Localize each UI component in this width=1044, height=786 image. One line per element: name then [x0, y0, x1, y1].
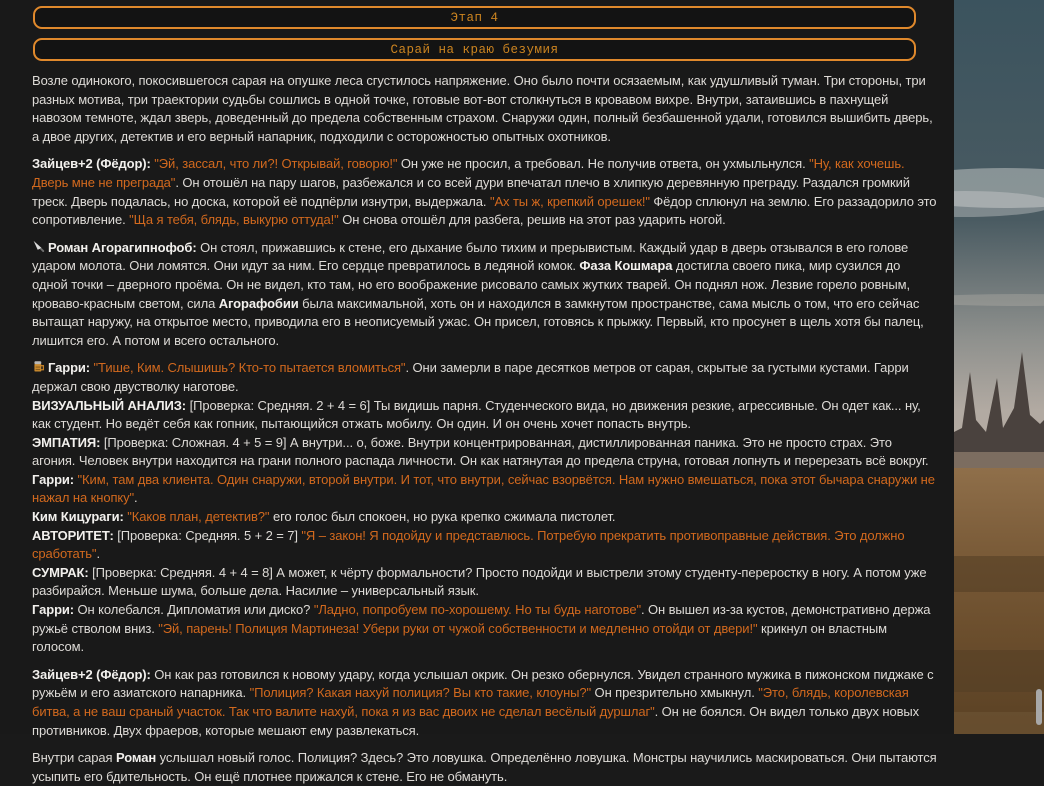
fedor-1-quote-text: "Ща я тебя, блядь, выкурю оттуда!": [129, 212, 339, 228]
narrative-log: [32, 72, 938, 786]
roman-1-plain-text: Он стоял, прижавшись к стене, его дыхание было тихим и прерывистым. Каждый удар в дверь отзывался в его голове ударом молота. Они ломятся. Они идут за ним. Его сердце превратилось в ледяной комок.: [32, 239, 909, 274]
log-entry-authority: [32, 527, 938, 564]
fedor-2-quote-text: "Полиция? Какая нахуй полиция? Вы кто такие, клоуны?": [249, 685, 592, 701]
harry-1-plain-text: . Они замерли в паре десятков метров от сарая, скрытые за густыми кустами. Гарри держал свою двустволку наготове.: [32, 360, 909, 394]
log-entry-narration-1: [32, 72, 938, 146]
log-entry-harry-2: [32, 471, 938, 508]
knife-icon: [32, 240, 45, 253]
narration-2-bold-text: Роман: [115, 750, 157, 766]
log-entry-harry-3: [32, 601, 938, 657]
stage-banner: [33, 6, 916, 29]
log-entry-visual-analysis: [32, 397, 938, 434]
fedor-1-plain-text: . Он отошёл на пару шагов, разбежался и со всей дури впечатал плечо в хлипкую деревянную преграду. Раздался громкий треск. Дверь подалась, но доска, которой её подпёрли изнутри, выдержала.: [32, 174, 910, 209]
log-entry-narration-2: [32, 749, 938, 786]
harry-2-bold-text: Гарри:: [32, 471, 78, 487]
visual-analysis-plain-text: [Проверка: Средняя. 2 + 4 = 6] Ты видишь парня. Студенческого вида, но движения резкие, агрессивные. Он одет как... ну, как студент. Но ведёт себя как гопник, пытающийся отжать мобилу. Он один. И он очень хочет попасть внутрь.: [32, 397, 921, 432]
location-banner: [33, 38, 916, 61]
fedor-1-quote-text: "Эй, зассал, что ли?! Открывай, говорю!": [154, 156, 398, 172]
fedor-1-quote-text: "Ах ты ж, крепкий орешек!": [489, 193, 650, 209]
log-entry-twilight: [32, 564, 938, 601]
fedor-2-plain-text: Он презрительно хмыкнул.: [591, 685, 759, 701]
harry-2-quote-text: "Ким, там два клиента. Один снаружи, второй внутри. И тот, что внутри, сейчас взорвётся. Нам нужно вмешаться, пока этот бычара снаружи не нажал на кнопку": [32, 471, 935, 506]
harry-3-plain-text: крикнул он властным голосом.: [32, 620, 887, 655]
twilight-plain-text: [Проверка: Средняя. 4 + 4 = 8] А может, к чёрту формальности? Просто подойди и выстрели этому студенту-переростку в ногу. А потом уже разбирайся. Меньше шума, больше дела. Насилие – универсальный язык.: [32, 564, 927, 599]
harry-3-bold-text: Гарри:: [32, 602, 78, 618]
roman-1-plain-text: достигла своего пика, мир сузился до одной точки – дверного проёма. Он не видел, кто там, но его воображение рисовало самых жутких тварей. Он поднял нож. Лезвие горело ровным, кроваво-красным светом, сила: [32, 258, 910, 311]
harry-3-quote-text: "Эй, парень! Полиция Мартинеза! Убери руки от чужой собственности и медленно отойди от двери!": [158, 620, 758, 636]
visual-analysis-bold-text: ВИЗУАЛЬНЫЙ АНАЛИЗ:: [32, 397, 190, 413]
kim-1-plain-text: его голос был спокоен, но рука крепко сжимала пистолет.: [269, 509, 616, 525]
roman-1-bold-text: Роман Агорагипнофоб:: [48, 239, 201, 255]
fedor-2-plain-text: Он как раз готовился к новому удару, когда услышал окрик. Он резко обернулся. Увидел странного мужика в пижонском пиджаке с ружьём и его азиатского напарника.: [32, 666, 934, 701]
empathy-bold-text: ЭМПАТИЯ:: [32, 434, 104, 450]
authority-bold-text: АВТОРИТЕТ:: [32, 527, 118, 543]
log-entry-fedor-1: [32, 155, 938, 229]
scrollbar-thumb[interactable]: [1036, 689, 1042, 725]
stage-label: Этап 4: [450, 10, 499, 25]
authority-quote-text: "Я – закон! Я подойду и представлюсь. Потребую прекратить противоправные действия. Это должно сработать": [32, 527, 905, 562]
fedor-2-plain-text: . Он не боялся. Он видел только двух новых противников. Двух фраеров, которые мешают ему развлекаться.: [32, 704, 920, 738]
narration-2-plain-text: услышал новый голос. Полиция? Здесь? Это ловушка. Определённо ловушка. Монстры научились маскироваться. Они пытаются усыпить его бдительность. Он ещё плотнее прижался к стене. Его не обмануть.: [32, 750, 937, 784]
fedor-2-quote-text: "Это, блядь, королевская битва, а не ваш сраный участок. Так что валите нахуй, пока я из вас двоих не сделал весёлый дуршлаг": [32, 685, 909, 719]
fedor-1-plain-text: Он снова отошёл для разбега, решив на этот раз ударить ногой.: [338, 212, 726, 228]
log-entry-harry-1: [32, 359, 938, 396]
harry-3-quote-text: "Ладно, попробуем по-хорошему. Но ты будь наготове": [313, 602, 641, 618]
fedor-1-plain-text: Он уже не просил, а требовал. Не получив ответа, он ухмыльнулся.: [397, 156, 810, 172]
harry-1-quote-text: "Тише, Ким. Слышишь? Кто-то пытается вломиться": [93, 360, 406, 376]
kim-1-quote-text: "Каков план, детектив?": [127, 509, 270, 525]
empathy-plain-text: [Проверка: Сложная. 4 + 5 = 9] А внутри... о, боже. Внутри концентрированная, дистиллированная паника. Это не просто страх. Это агония. Человек внутри находится на грани полного распада личности. Он как натянутая до предела струна, готовая лопнуть и перерезать всё вокруг.: [32, 434, 929, 469]
kim-1-bold-text: Ким Кицураги:: [32, 509, 128, 525]
scrollbar-track[interactable]: [1035, 0, 1044, 734]
roman-1-bold-text: Фаза Кошмара: [579, 258, 673, 274]
location-label: Сарай на краю безумия: [390, 42, 559, 57]
fedor-1-plain-text: Фёдор сплюнул на землю. Его раззадорило это сопротивление.: [32, 193, 937, 228]
log-entry-fedor-2: [32, 666, 938, 740]
harry-1-bold-text: Гарри:: [48, 360, 94, 376]
beer-mug-icon: [32, 360, 45, 373]
fedor-1-bold-text: Зайцев+2 (Фёдор):: [32, 156, 155, 172]
authority-plain-text: [Проверка: Средняя. 5 + 2 = 7]: [117, 527, 302, 543]
narration-2-plain-text: Внутри сарая: [32, 750, 116, 766]
fedor-1-quote-text: "Ну, как хочешь. Дверь мне не преграда": [32, 156, 905, 190]
log-entry-kim-1: [32, 508, 938, 527]
harry-3-plain-text: Он колебался. Дипломатия или диско?: [77, 602, 314, 618]
log-entry-empathy: [32, 434, 938, 471]
narration-1-plain-text: Возле одинокого, покосившегося сарая на опушке леса сгустилось напряжение. Оно было почти осязаемым, как удушливый туман. Три стороны, три разных мотива, три траектории судьбы сошлись в одной точке, готовые вот-вот столкнуться в кровавом вихре. Внутри, затаившись в пахнущей навозом темноте, ждал зверь, доведенный до предела собственным страхом. Снаружи один, полный безбашенной удали, готовился вышибить дверь, а двое других, детектив и его верный напарник, подходили с осторожностью опытных охотников.: [32, 73, 933, 144]
harry-3-plain-text: . Он вышел из-за кустов, демонстративно держа ружьё стволом вниз.: [32, 602, 931, 636]
twilight-bold-text: СУМРАК:: [32, 564, 93, 580]
harry-2-plain-text: .: [134, 490, 138, 506]
authority-plain-text: .: [96, 546, 100, 562]
roman-1-bold-text: Агорафобии: [218, 295, 299, 311]
log-entry-roman-1: [32, 239, 938, 351]
roman-1-plain-text: была максимальной, хоть он и находился в замкнутом пространстве, сама мысль о том, что его сейчас вытащат наружу, на открытое место, приводила его в неописуемый ужас. Он присел, готовясь к прыжку. Первый, кто просунет в щель хотя бы палец, лишится его. А потом и всего остального.: [32, 295, 924, 348]
fedor-2-bold-text: Зайцев+2 (Фёдор):: [32, 666, 155, 682]
